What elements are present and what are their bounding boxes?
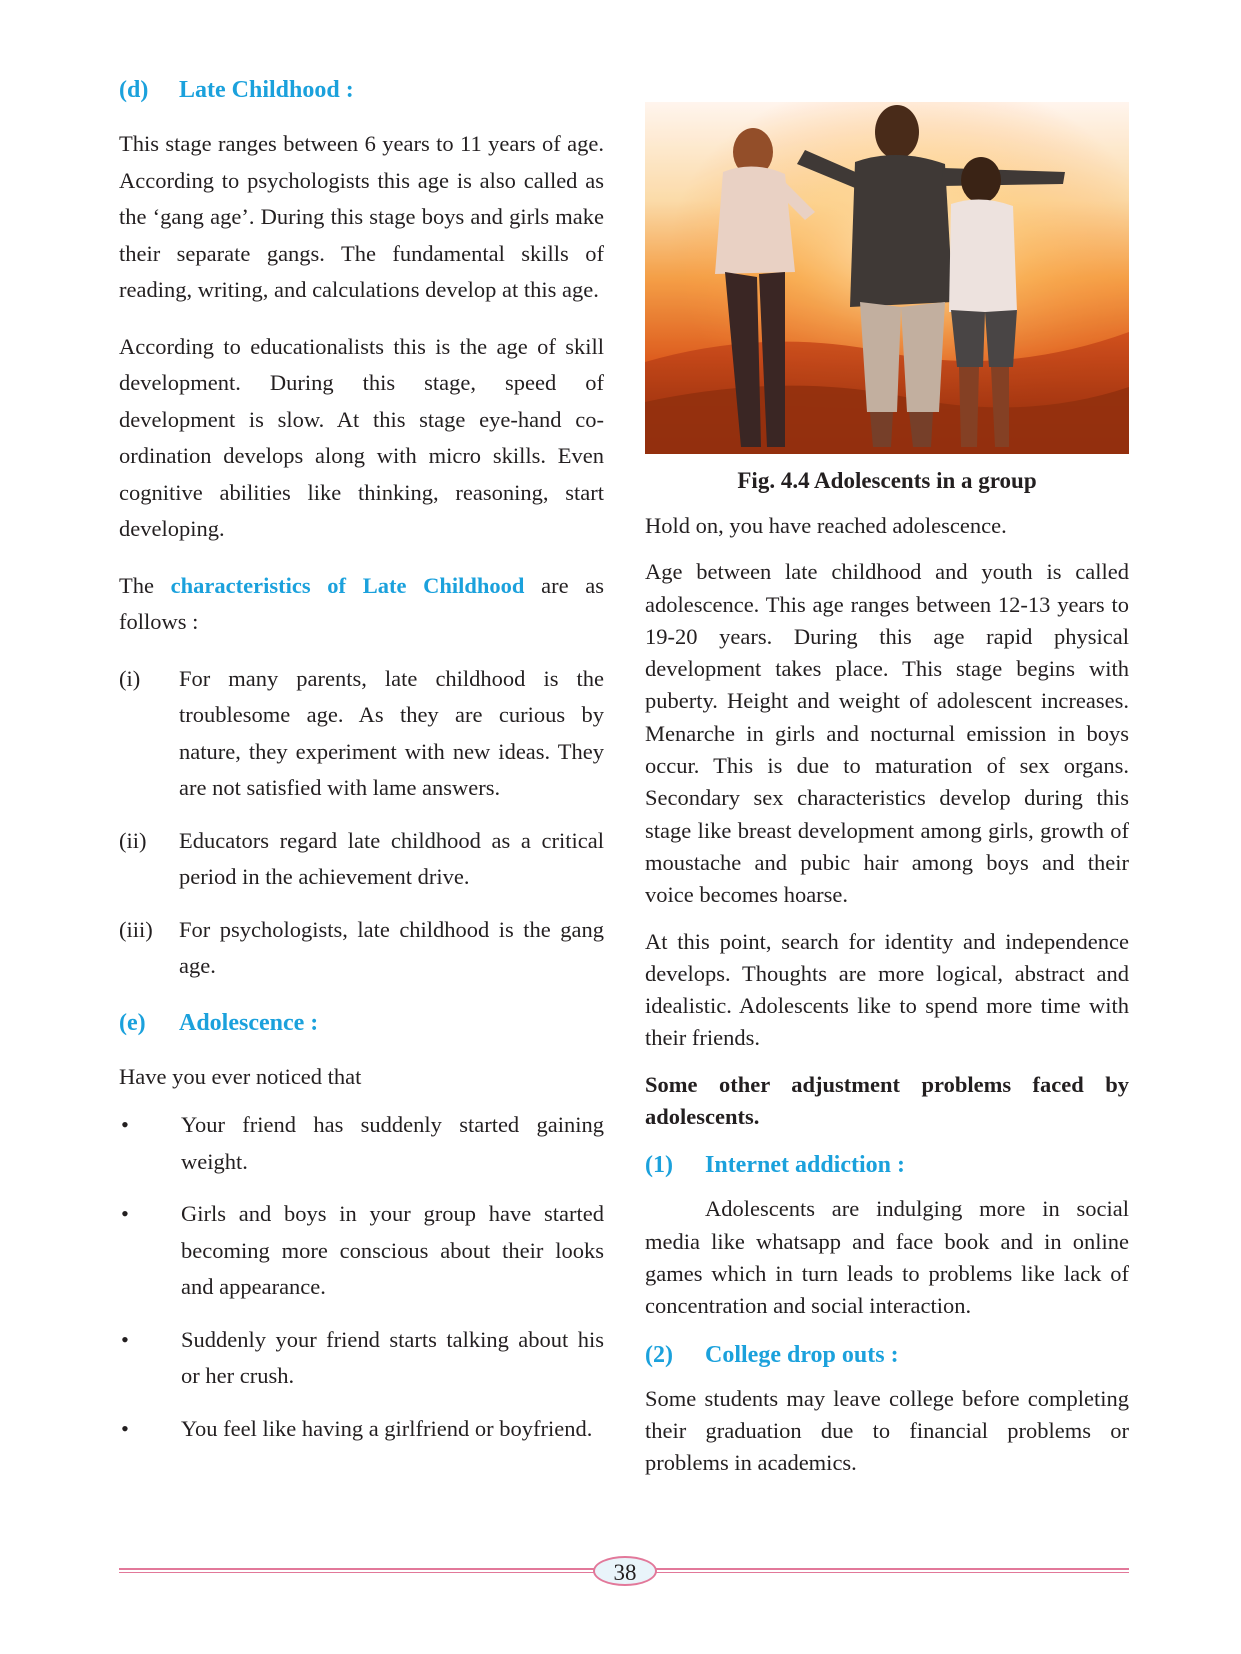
text: The — [119, 572, 171, 598]
paragraph: Have you ever noticed that — [119, 1063, 362, 1089]
section-number: (e) — [119, 1009, 146, 1036]
bullet-text: Your friend has suddenly started gaining weight. — [181, 1112, 604, 1174]
bullet-item — [119, 1322, 604, 1395]
section-title: College drop outs : — [705, 1341, 899, 1368]
adolescents-group-photo — [645, 102, 1129, 454]
section-title: Late Childhood : — [179, 77, 354, 103]
bullet-text: You feel like having a girlfriend or boyfriend. — [181, 1415, 593, 1441]
paragraph-characteristics-intro — [119, 568, 604, 641]
list-marker: (iii) — [119, 916, 153, 942]
page-number: 38 — [593, 1556, 657, 1586]
bullet-marker: • — [121, 1201, 129, 1226]
left-column — [119, 72, 604, 1463]
bullet-text: Girls and boys in your group have started becoming more conscious about their looks and appearance. — [181, 1201, 604, 1299]
section-heading-late-childhood — [119, 72, 604, 108]
list-marker: (ii) — [119, 827, 147, 853]
bullet-marker: • — [121, 1112, 129, 1137]
photo-illustration — [645, 102, 1129, 454]
paragraph: According to educationalists this is the age of skill development. During this stage, speed of development is slow. At this stage eye-hand co-ordination develops along with micro skills. Even cognitive abilities like thinking, reasoning, start developing. — [119, 333, 604, 541]
list-item — [119, 912, 604, 985]
list-item-text: For psychologists, late childhood is the gang age. — [179, 916, 604, 978]
figure-caption: Fig. 4.4 Adolescents in a group — [737, 468, 1037, 493]
list-item — [119, 823, 604, 896]
section-heading-college-drop-outs — [645, 1337, 1129, 1373]
highlighted-term: characteristics of Late Childhood — [170, 572, 525, 598]
page-footer — [119, 1556, 1129, 1586]
list-item-text: For many parents, late childhood is the troublesome age. As they are curious by nature, they experiment with new ideas. They are not satisfied with lame answers. — [179, 665, 604, 800]
section-heading-internet-addiction — [645, 1147, 1129, 1183]
list-marker: (i) — [119, 665, 141, 691]
bullet-text: Suddenly your friend starts talking about his or her crush. — [181, 1326, 604, 1388]
bullet-item — [119, 1411, 604, 1448]
list-item-text: Educators regard late childhood as a critical period in the achievement drive. — [179, 827, 604, 889]
bullet-item — [119, 1196, 604, 1306]
paragraph: At this point, search for identity and independence develops. Thoughts are more logical, abstract and idealistic. Adolescents like to spend more time with their friends. — [645, 928, 1129, 1051]
section-title: Adolescence : — [179, 1009, 319, 1036]
section-number: (d) — [119, 77, 149, 103]
section-heading-adolescence — [119, 1005, 604, 1041]
section-number: (1) — [645, 1152, 673, 1179]
bold-paragraph: Some other adjustment problems faced by adolescents. — [645, 1071, 1129, 1130]
section-number: (2) — [645, 1341, 673, 1368]
paragraph: Age between late childhood and youth is called adolescence. This age ranges between 12-13 years to 19-20 years. During this age rapid physical development takes place. This stage begins with puberty. Height and weight of adolescent increases. Menarche in girls and nocturnal emission in boys occur. This is due to maturation of sex organs. Secondary sex characteristics develop during this stage like breast development among girls, growth of moustache and pubic hair among boys and their voice becomes hoarse. — [645, 559, 1129, 908]
right-column — [645, 72, 1129, 1493]
paragraph: This stage ranges between 6 years to 11 years of age. According to psychologists this age is also called as the ‘gang age’. During this stage boys and girls make their separate gangs. The fundamental skills of reading, writing, and calculations develop at this age. — [119, 131, 604, 302]
paragraph: Adolescents are indulging more in social media like whatsapp and face book and in online games which in turn leads to problems like lack of concentration and social interaction. — [645, 1196, 1129, 1319]
paragraph: Some students may leave college before completing their graduation due to financial problems or problems in academics. — [645, 1385, 1129, 1476]
paragraph: Hold on, you have reached adolescence. — [645, 513, 1007, 538]
bullet-marker: • — [121, 1326, 129, 1352]
bullet-marker: • — [121, 1415, 129, 1441]
section-title: Internet addiction : — [705, 1152, 905, 1179]
text: are as follows : — [119, 572, 605, 634]
list-item — [119, 661, 604, 807]
bullet-item — [119, 1107, 604, 1180]
